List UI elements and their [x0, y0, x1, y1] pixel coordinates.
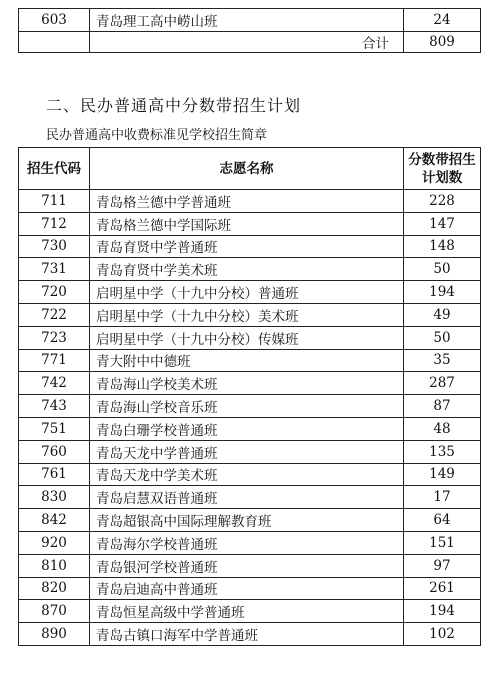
name-cell: 青岛育贤中学普通班: [90, 235, 404, 258]
name-cell: 青岛天龙中学美术班: [90, 463, 404, 486]
table-row: [19, 372, 481, 395]
table-row: [19, 9, 481, 32]
name-cell: 青岛理工高中崂山班: [90, 9, 404, 32]
name-cell: 青岛超银高中国际理解教育班: [90, 509, 404, 532]
count-cell: 261: [404, 577, 481, 600]
count-cell: 148: [404, 235, 481, 258]
header-code: 招生代码: [19, 148, 90, 190]
count-cell: 50: [404, 326, 481, 349]
count-cell: 17: [404, 486, 481, 509]
count-cell: 102: [404, 623, 481, 646]
code-cell: 771: [19, 349, 90, 372]
count-cell: 97: [404, 554, 481, 577]
table-row: [19, 531, 481, 554]
table-row: [19, 509, 481, 532]
table-row: [19, 577, 481, 600]
code-cell: 603: [19, 9, 90, 32]
section-subtitle: 民办普通高中收费标准见学校招生简章: [46, 128, 268, 143]
name-cell: 青岛启慧双语普通班: [90, 486, 404, 509]
code-cell: 870: [19, 600, 90, 623]
table-row: [19, 349, 481, 372]
count-cell: 64: [404, 509, 481, 532]
table-row: [19, 440, 481, 463]
code-cell: 731: [19, 258, 90, 281]
code-cell: 712: [19, 212, 90, 235]
code-cell: 820: [19, 577, 90, 600]
table-row: [19, 212, 481, 235]
code-cell: 890: [19, 623, 90, 646]
name-cell: 启明星中学（十九中分校）传媒班: [90, 326, 404, 349]
code-cell: 761: [19, 463, 90, 486]
total-value: 809: [404, 32, 481, 53]
name-cell: 启明星中学（十九中分校）普通班: [90, 281, 404, 304]
name-cell: 青大附中中德班: [90, 349, 404, 372]
table-row: [19, 463, 481, 486]
name-cell: 青岛海山学校音乐班: [90, 395, 404, 418]
code-cell: 723: [19, 326, 90, 349]
empty-cell: [19, 32, 90, 53]
name-cell: 青岛格兰德中学普通班: [90, 190, 404, 213]
table-row: [19, 395, 481, 418]
header-name: 志愿名称: [90, 148, 404, 190]
name-cell: 青岛育贤中学美术班: [90, 258, 404, 281]
code-cell: 722: [19, 303, 90, 326]
count-cell: 135: [404, 440, 481, 463]
total-row: [19, 32, 481, 53]
count-cell: 35: [404, 349, 481, 372]
name-cell: 青岛海山学校美术班: [90, 372, 404, 395]
code-cell: 730: [19, 235, 90, 258]
count-cell: 24: [404, 9, 481, 32]
continued-table: [18, 8, 481, 53]
code-cell: 760: [19, 440, 90, 463]
code-cell: 751: [19, 417, 90, 440]
table-row: [19, 486, 481, 509]
code-cell: 920: [19, 531, 90, 554]
count-cell: 48: [404, 417, 481, 440]
table-row: [19, 326, 481, 349]
header-count: 分数带招生计划数: [404, 148, 481, 190]
section-title: 二、民办普通高中分数带招生计划: [46, 96, 302, 115]
table-row: [19, 417, 481, 440]
table-row: [19, 281, 481, 304]
name-cell: 青岛古镇口海军中学普通班: [90, 623, 404, 646]
count-cell: 147: [404, 212, 481, 235]
code-cell: 830: [19, 486, 90, 509]
name-cell: 青岛银河学校普通班: [90, 554, 404, 577]
count-cell: 194: [404, 281, 481, 304]
name-cell: 青岛格兰德中学国际班: [90, 212, 404, 235]
name-cell: 青岛海尔学校普通班: [90, 531, 404, 554]
code-cell: 711: [19, 190, 90, 213]
header-row: [19, 148, 481, 190]
count-cell: 149: [404, 463, 481, 486]
name-cell: 青岛恒星高级中学普通班: [90, 600, 404, 623]
code-cell: 742: [19, 372, 90, 395]
count-cell: 194: [404, 600, 481, 623]
count-cell: 49: [404, 303, 481, 326]
count-cell: 87: [404, 395, 481, 418]
name-cell: 青岛白珊学校普通班: [90, 417, 404, 440]
table-row: [19, 235, 481, 258]
code-cell: 810: [19, 554, 90, 577]
table-row: [19, 554, 481, 577]
name-cell: 青岛天龙中学普通班: [90, 440, 404, 463]
code-cell: 720: [19, 281, 90, 304]
count-cell: 287: [404, 372, 481, 395]
code-cell: 842: [19, 509, 90, 532]
name-cell: 启明星中学（十九中分校）美术班: [90, 303, 404, 326]
table-row: [19, 258, 481, 281]
table-row: [19, 190, 481, 213]
table-row: [19, 623, 481, 646]
count-cell: 228: [404, 190, 481, 213]
table-row: [19, 600, 481, 623]
code-cell: 743: [19, 395, 90, 418]
table-row: [19, 303, 481, 326]
name-cell: 青岛启迪高中普通班: [90, 577, 404, 600]
count-cell: 50: [404, 258, 481, 281]
total-label: 合计: [90, 32, 404, 53]
count-cell: 151: [404, 531, 481, 554]
enrollment-table: [18, 147, 481, 646]
